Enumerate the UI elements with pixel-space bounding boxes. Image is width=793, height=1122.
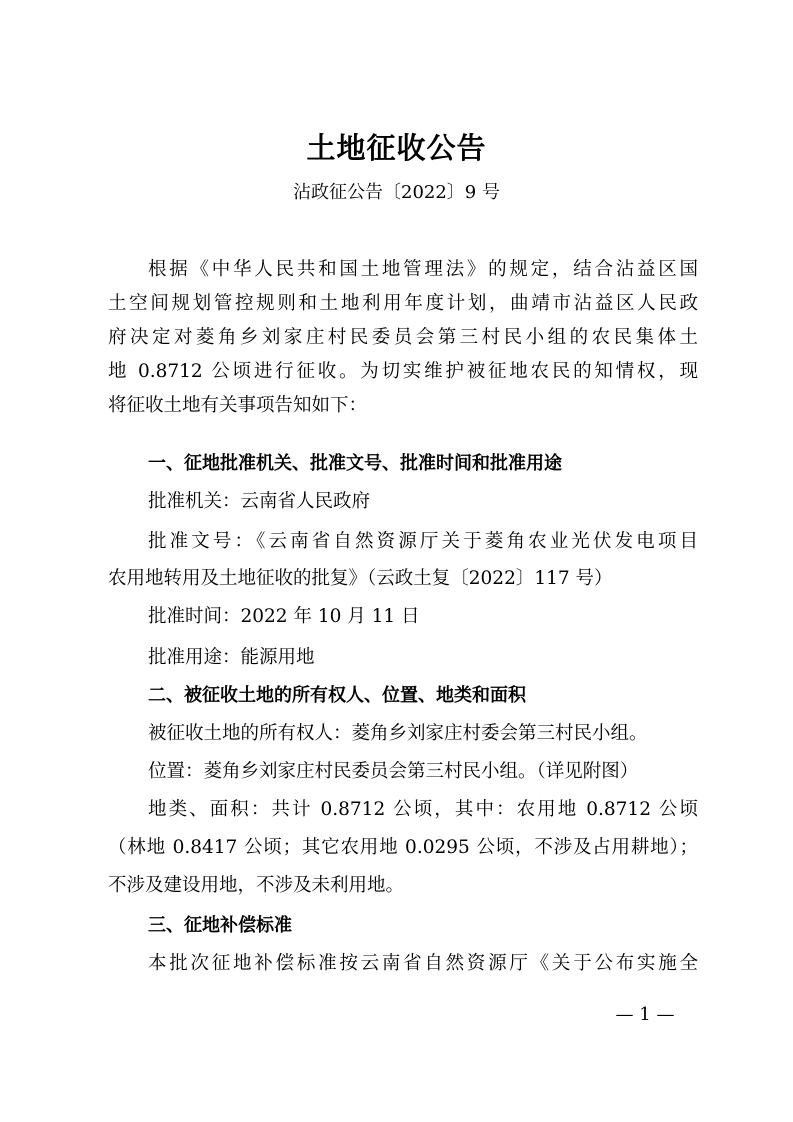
land-area-line-2: （林地 0.8417 公顷；其它农用地 0.0295 公顷，不涉及占用耕地）； xyxy=(108,837,698,858)
approval-doc-line-2: 农用地转用及土地征收的批复》（云政土复〔2022〕117 号） xyxy=(108,568,613,589)
approval-authority: 批准机关：云南省人民政府 xyxy=(148,491,371,512)
intro-line-4: 地 0.8712 公顷进行征收。为切实维护被征地农民的知情权，现 xyxy=(108,361,698,382)
land-area-line-3: 不涉及建设用地，不涉及未利用地。 xyxy=(108,875,405,896)
section-3-heading: 三、征地补偿标准 xyxy=(148,915,292,936)
approval-doc-line-1: 批准文号：《云南省自然资源厅关于菱角农业光伏发电项目 xyxy=(148,531,698,552)
document-number: 沾政征公告〔2022〕9 号 xyxy=(293,182,500,203)
page-number: — 1 — xyxy=(615,1004,675,1025)
land-owner: 被征收土地的所有权人：菱角乡刘家庄村委会第三村民小组。 xyxy=(148,723,648,744)
intro-line-2: 土空间规划管控规则和土地利用年度计划，曲靖市沾益区人民政 xyxy=(108,293,698,314)
compensation-line-1: 本批次征地补偿标准按云南省自然资源厅《关于公布实施全 xyxy=(148,953,698,974)
land-location: 位置：菱角乡刘家庄村民委员会第三村民小组。（详见附图） xyxy=(148,761,639,782)
section-2-heading: 二、被征收土地的所有权人、位置、地类和面积 xyxy=(148,685,526,706)
approval-purpose: 批准用途：能源用地 xyxy=(148,647,315,668)
land-area-line-1: 地类、面积：共计 0.8712 公顷，其中：农用地 0.8712 公顷 xyxy=(148,799,698,820)
section-1-heading: 一、征地批准机关、批准文号、批准时间和批准用途 xyxy=(148,453,562,474)
intro-line-5: 将征收土地有关事项告知如下： xyxy=(108,395,368,416)
approval-date: 批准时间：2022 年 10 月 11 日 xyxy=(148,606,420,627)
intro-line-1: 根据《中华人民共和国土地管理法》的规定，结合沾益区国 xyxy=(148,259,698,280)
intro-line-3: 府决定对菱角乡刘家庄村民委员会第三村民小组的农民集体土 xyxy=(108,327,698,348)
page-title: 土地征收公告 xyxy=(306,131,487,165)
